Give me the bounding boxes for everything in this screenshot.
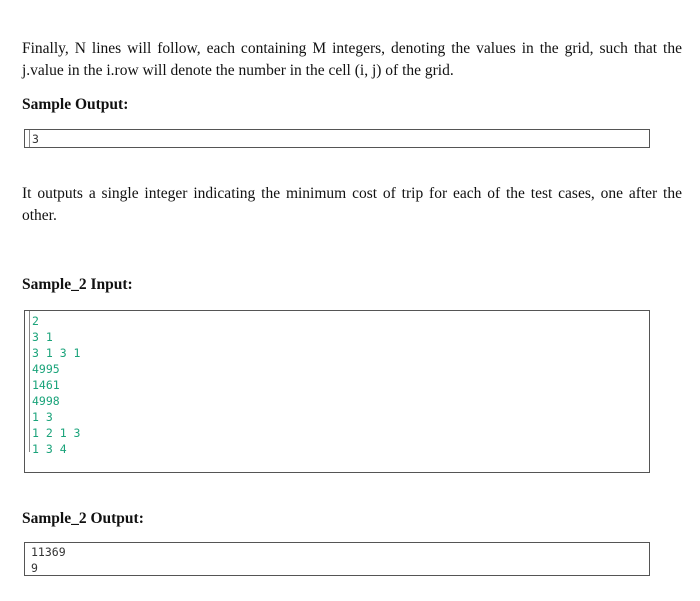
sample2-input-line: 2 <box>32 314 39 328</box>
sample2-output-line: 11369 <box>31 545 66 559</box>
sample2-input-heading: Sample_2 Input: <box>22 276 133 293</box>
sample2-input-line: 1 3 4 <box>32 442 67 456</box>
explanation-paragraph: It outputs a single integer indicating the minimum cost of trip for each of the test cases, one after the other. <box>22 185 682 224</box>
sample-output-heading: Sample Output: <box>22 96 129 113</box>
sample2-input-line: 1461 <box>32 378 60 392</box>
sample-output-box <box>24 129 650 148</box>
sample2-input-line: 3 1 3 1 <box>32 346 81 360</box>
sample2-input-line: 4998 <box>32 394 60 408</box>
code-gutter-rule <box>29 130 30 147</box>
intro-paragraph: Finally, N lines will follow, each containing M integers, denoting the values in the grid, such that the j.value in the i.row will denote the number in the cell (i, j) of the grid. <box>22 40 682 79</box>
sample2-output-box <box>24 542 650 576</box>
sample2-input-line: 4995 <box>32 362 60 376</box>
sample2-input-box <box>24 310 650 473</box>
code-gutter-rule <box>29 311 30 452</box>
sample2-output-heading: Sample_2 Output: <box>22 510 144 527</box>
sample2-output-line: 9 <box>31 561 38 575</box>
sample-output-line: 3 <box>32 132 39 146</box>
sample2-input-line: 3 1 <box>32 330 53 344</box>
sample2-input-line: 1 2 1 3 <box>32 426 81 440</box>
sample2-input-line: 1 3 <box>32 410 53 424</box>
